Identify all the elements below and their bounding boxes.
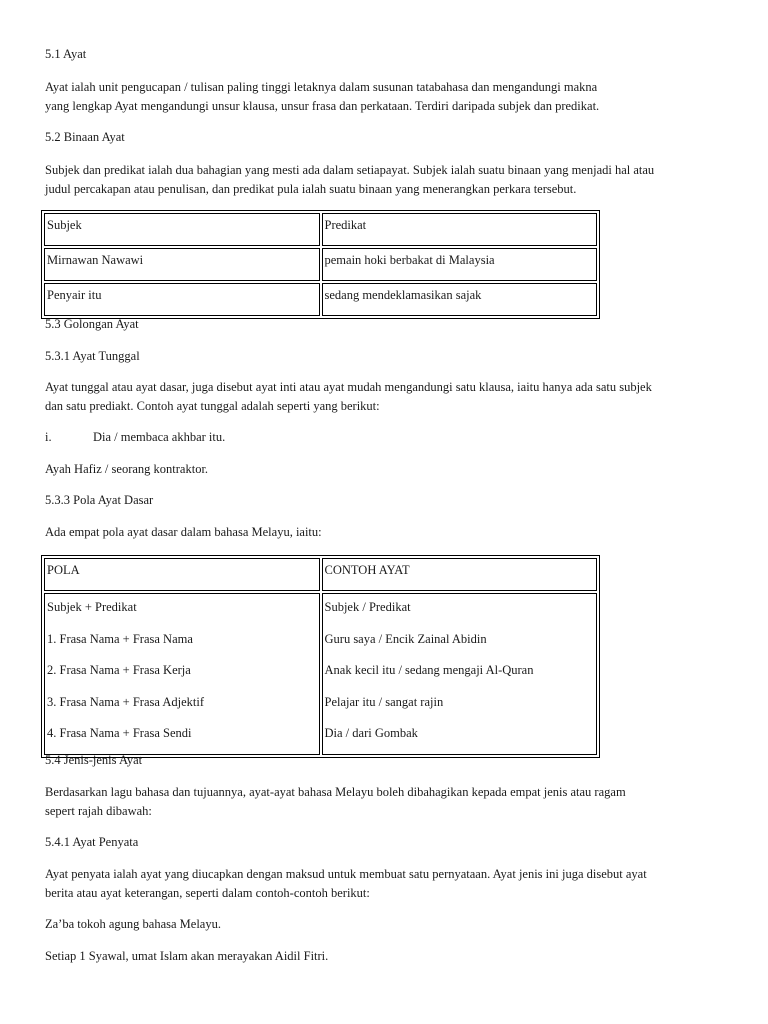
- table-cell: Mirnawan Nawawi: [44, 248, 320, 281]
- paragraph-5-4-1-line-1: Ayat penyata ialah ayat yang diucapkan dengan maksud untuk membuat satu pernyataan. Ayat jenis ini juga disebut ayat: [45, 867, 647, 881]
- paragraph-5-4-1-line-2: berita atau ayat keterangan, seperti dalam contoh-contoh berikut:: [45, 886, 370, 900]
- subjek-predikat-table: [41, 210, 600, 319]
- heading-5-2: 5.2 Binaan Ayat: [45, 130, 125, 144]
- heading-5-4: 5.4 Jenis-jenis Ayat: [45, 753, 143, 767]
- table-header-cell: Subjek: [44, 213, 320, 246]
- table-row: [44, 593, 597, 755]
- pola-line: Subjek + Predikat: [47, 600, 137, 614]
- contoh-line: Anak kecil itu / sedang mengaji Al-Quran: [324, 663, 534, 677]
- paragraph-5-3-1-line-1: Ayat tunggal atau ayat dasar, juga disebut ayat inti atau ayat mudah mengandungi satu klausa, iaitu hanya ada satu subjek: [45, 380, 652, 394]
- paragraph-5-2-line-1: Subjek dan predikat ialah dua bahagian yang mesti ada dalam setiapayat. Subjek ialah suatu binaan yang menjadi hal atau: [45, 163, 655, 177]
- table-cell-pola: [44, 593, 320, 755]
- table-row: [44, 248, 597, 281]
- list-item-text: Dia / membaca akhbar itu.: [93, 430, 226, 444]
- table-row: [44, 283, 597, 316]
- heading-5-4-1: 5.4.1 Ayat Penyata: [45, 835, 139, 849]
- paragraph-5-3-3-intro: Ada empat pola ayat dasar dalam bahasa Melayu, iaitu:: [45, 525, 322, 539]
- pola-line: 3. Frasa Nama + Frasa Adjektif: [47, 694, 205, 709]
- example-sentence: Ayah Hafiz / seorang kontraktor.: [45, 462, 209, 476]
- pola-line: 2. Frasa Nama + Frasa Kerja: [47, 663, 191, 677]
- table-cell: pemain hoki berbakat di Malaysia: [322, 248, 598, 281]
- contoh-line: Dia / dari Gombak: [324, 726, 418, 740]
- contoh-line: Guru saya / Encik Zainal Abidin: [324, 631, 487, 646]
- paragraph-5-4-line-2: sepert rajah dibawah:: [45, 804, 152, 818]
- pola-ayat-table: [41, 555, 600, 758]
- pola-line: 4. Frasa Nama + Frasa Sendi: [47, 726, 192, 740]
- table-header-cell: POLA: [44, 558, 320, 591]
- table-header-row: [44, 213, 597, 246]
- paragraph-5-1-line-2: yang lengkap Ayat mengandungi unsur klausa, unsur frasa dan perkataan. Terdiri daripada subjek dan predikat.: [45, 99, 600, 113]
- paragraph-5-1-line-1: Ayat ialah unit pengucapan / tulisan paling tinggi letaknya dalam susunan tatabahasa dan mengandungi makna: [45, 80, 598, 94]
- table-header-cell: CONTOH AYAT: [322, 558, 598, 591]
- heading-5-3-3: 5.3.3 Pola Ayat Dasar: [45, 493, 154, 507]
- contoh-line: Pelajar itu / sangat rajin: [324, 694, 444, 709]
- list-number: i.: [45, 430, 52, 444]
- example-sentence: Za’ba tokoh agung bahasa Melayu.: [45, 917, 221, 931]
- heading-5-3-1: 5.3.1 Ayat Tunggal: [45, 349, 140, 363]
- heading-5-3: 5.3 Golongan Ayat: [45, 317, 139, 331]
- table-cell-contoh: [322, 593, 598, 755]
- paragraph-5-2-line-2: judul percakapan atau penulisan, dan predikat pula ialah suatu binaan yang menerangkan perkara tersebut.: [45, 182, 577, 196]
- table-header-cell: Predikat: [322, 213, 598, 246]
- table-header-row: [44, 558, 597, 591]
- table-cell: sedang mendeklamasikan sajak: [322, 283, 598, 316]
- paragraph-5-4-line-1: Berdasarkan lagu bahasa dan tujuannya, ayat-ayat bahasa Melayu boleh dibahagikan kepada empat jenis atau ragam: [45, 785, 626, 799]
- paragraph-5-3-1-line-2: dan satu prediakt. Contoh ayat tunggal adalah seperti yang berikut:: [45, 399, 380, 413]
- pola-line: 1. Frasa Nama + Frasa Nama: [47, 631, 193, 646]
- table-cell: Penyair itu: [44, 283, 320, 316]
- contoh-line: Subjek / Predikat: [324, 600, 411, 614]
- heading-5-1: 5.1 Ayat: [45, 47, 87, 61]
- example-sentence: Setiap 1 Syawal, umat Islam akan merayakan Aidil Fitri.: [45, 949, 329, 963]
